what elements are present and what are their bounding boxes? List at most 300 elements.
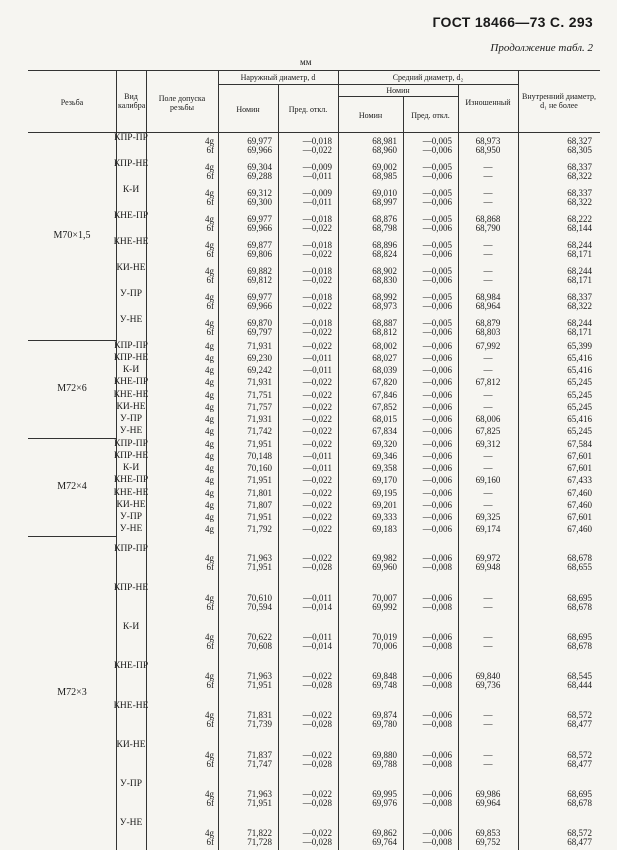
pitch-deviation-cell: —0,006: [422, 327, 452, 337]
tolerance-cell: 6f: [206, 275, 214, 285]
gauge-type-cell: У-НЕ: [119, 524, 143, 535]
outer-nominal-cell: 69,304: [247, 162, 272, 172]
inner-diameter-cell: 68,572: [567, 710, 592, 721]
tolerance-cell: 4g: [205, 631, 214, 642]
pitch-nominal-cell: 69,862: [372, 828, 397, 838]
outer-deviation-cell: —0,022: [302, 512, 332, 523]
pitch-deviation-cell: —0,006: [422, 512, 452, 523]
pitch-deviation-cell: —0,006: [422, 592, 452, 603]
pitch-nominal-cell: 67,852: [372, 401, 397, 412]
tolerance-cell: 4g: [205, 401, 214, 412]
outer-deviation-cell: —0,009: [302, 162, 332, 172]
pitch-deviation-cell: —0,006: [422, 171, 452, 181]
outer-nominal-cell: 71,951: [247, 562, 272, 573]
thread-label: М72×6: [57, 383, 87, 394]
outer-deviation-cell: —0,011: [303, 631, 332, 642]
tolerance-cell: 4g: [205, 414, 214, 425]
pitch-nominal-cell: 68,992: [372, 292, 397, 302]
outer-deviation-cell: —0,022: [302, 340, 332, 351]
tolerance-cell: 4g: [205, 512, 214, 523]
header-subrule: [218, 84, 518, 85]
inner-diameter-cell: 68,655: [567, 562, 592, 573]
pitch-nominal-cell: 68,973: [372, 301, 397, 311]
tolerance-cell: 6f: [206, 601, 214, 612]
outer-nominal-cell: 71,931: [247, 340, 272, 351]
outer-nominal-cell: 69,806: [247, 249, 272, 259]
outer-deviation-cell: —0,022: [302, 749, 332, 760]
pitch-deviation-cell: —0,006: [422, 828, 452, 838]
thread-group-rule: [28, 438, 116, 439]
inner-diameter-cell: 68,477: [567, 758, 592, 769]
worn-cell: —: [483, 240, 493, 250]
worn-cell: 68,006: [475, 414, 501, 425]
header-thread: Резьба: [60, 98, 84, 107]
inner-diameter-cell: 68,327: [567, 136, 592, 146]
header-pitch-nominal: Номин: [358, 111, 383, 120]
inner-diameter-cell: 68,572: [567, 749, 592, 760]
inner-diameter-cell: 67,601: [567, 463, 592, 474]
gauge-type-cell: У-НЕ: [119, 426, 143, 437]
tolerance-cell: 4g: [205, 365, 214, 376]
outer-nominal-cell: 70,622: [247, 631, 272, 642]
worn-cell: 69,840: [475, 671, 501, 681]
outer-nominal-cell: 69,966: [247, 145, 272, 155]
header-pitch-nominal-group: Номин: [386, 86, 410, 95]
tolerance-cell: 4g: [205, 214, 214, 224]
outer-deviation-cell: —0,022: [302, 377, 332, 388]
outer-deviation-cell: —0,022: [302, 389, 332, 400]
worn-cell: —: [483, 450, 493, 461]
worn-cell: —: [483, 401, 493, 412]
pitch-deviation-cell: —0,006: [422, 788, 452, 799]
inner-diameter-cell: 67,460: [567, 524, 592, 535]
inner-diameter-cell: 68,171: [567, 327, 592, 337]
thread-group-rule: [28, 340, 116, 341]
inner-diameter-cell: 68,695: [567, 788, 592, 799]
pitch-nominal-cell: 69,748: [372, 680, 397, 690]
pitch-nominal-cell: 69,880: [372, 749, 397, 760]
pitch-nominal-cell: 68,896: [372, 240, 397, 250]
pitch-deviation-cell: —0,006: [422, 475, 452, 486]
pitch-deviation-cell: —0,005: [422, 214, 452, 224]
pitch-deviation-cell: —0,006: [422, 414, 452, 425]
outer-nominal-cell: 70,610: [247, 592, 272, 603]
gauge-type-cell: КНЕ-ПР: [113, 475, 149, 486]
inner-diameter-cell: 65,416: [567, 414, 592, 425]
outer-deviation-cell: —0,014: [302, 640, 332, 651]
gauge-type-cell: КПР-НЕ: [113, 159, 149, 169]
gauge-type-cell: КПР-НЕ: [113, 352, 149, 363]
outer-nominal-cell: 71,807: [247, 499, 272, 510]
outer-nominal-cell: 71,951: [247, 438, 272, 449]
worn-cell: 69,853: [475, 828, 501, 838]
inner-diameter-cell: 68,144: [567, 223, 592, 233]
outer-nominal-cell: 71,728: [247, 837, 272, 847]
pitch-deviation-cell: —0,006: [422, 249, 452, 259]
worn-cell: —: [483, 389, 493, 400]
gauge-type-cell: КПР-ПР: [114, 340, 148, 351]
worn-cell: 69,948: [475, 562, 501, 573]
tolerance-cell: 6f: [206, 327, 214, 337]
inner-diameter-cell: 68,222: [567, 214, 592, 224]
tolerance-cell: 4g: [205, 788, 214, 799]
outer-deviation-cell: —0,028: [302, 562, 332, 573]
col-rule: [338, 70, 339, 850]
pitch-deviation-cell: —0,006: [422, 710, 452, 721]
table-top-rule: [28, 70, 600, 71]
pitch-nominal-cell: 68,887: [372, 318, 397, 328]
pitch-deviation-cell: —0,006: [422, 426, 452, 437]
outer-nominal-cell: 69,300: [247, 197, 272, 207]
pitch-deviation-cell: —0,005: [422, 266, 452, 276]
pitch-nominal-cell: 68,027: [372, 352, 397, 363]
gauge-type-cell: У-ПР: [119, 779, 143, 790]
tolerance-cell: 4g: [205, 426, 214, 437]
gauge-type-cell: У-НЕ: [119, 818, 143, 829]
inner-diameter-cell: 65,416: [567, 352, 592, 363]
pitch-nominal-cell: 70,007: [372, 592, 397, 603]
outer-nominal-cell: 70,608: [247, 640, 272, 651]
worn-cell: 69,174: [475, 524, 501, 535]
header-outer-diameter: Наружный диаметр, d: [240, 73, 316, 82]
tolerance-cell: 4g: [205, 524, 214, 535]
outer-nominal-cell: 71,951: [247, 475, 272, 486]
tolerance-cell: 4g: [205, 389, 214, 400]
tolerance-cell: 4g: [205, 352, 214, 363]
gauge-type-cell: К-И: [122, 622, 140, 633]
worn-cell: 68,790: [475, 223, 501, 233]
tolerance-cell: 4g: [205, 188, 214, 198]
worn-cell: —: [483, 266, 493, 276]
header-outer-deviation: Пред. откл.: [288, 105, 328, 114]
outer-deviation-cell: —0,022: [302, 327, 332, 337]
outer-deviation-cell: —0,014: [302, 601, 332, 612]
outer-deviation-cell: —0,011: [303, 171, 332, 181]
pitch-nominal-cell: 68,830: [372, 275, 397, 285]
outer-deviation-cell: —0,011: [303, 352, 332, 363]
outer-nominal-cell: 71,963: [247, 788, 272, 799]
inner-diameter-cell: 67,460: [567, 499, 592, 510]
pitch-deviation-cell: —0,005: [422, 188, 452, 198]
outer-deviation-cell: —0,018: [302, 214, 332, 224]
gauge-type-cell: У-ПР: [119, 512, 143, 523]
pitch-deviation-cell: —0,006: [422, 197, 452, 207]
inner-diameter-cell: 68,337: [567, 188, 592, 198]
worn-cell: —: [483, 640, 493, 651]
inner-diameter-cell: 68,678: [567, 640, 592, 651]
worn-cell: 69,736: [475, 680, 501, 690]
pitch-deviation-cell: —0,008: [422, 837, 452, 847]
pitch-nominal-cell: 70,019: [372, 631, 397, 642]
outer-deviation-cell: —0,022: [302, 401, 332, 412]
worn-cell: —: [483, 162, 493, 172]
pitch-deviation-cell: —0,006: [422, 223, 452, 233]
gauge-type-cell: У-ПР: [119, 289, 143, 299]
pitch-nominal-cell: 69,976: [372, 797, 397, 808]
outer-nominal-cell: 71,757: [247, 401, 272, 412]
pitch-deviation-cell: —0,005: [422, 136, 452, 146]
outer-nominal-cell: 70,148: [247, 450, 272, 461]
worn-cell: —: [483, 171, 493, 181]
worn-cell: 67,992: [475, 340, 501, 351]
outer-nominal-cell: 69,966: [247, 301, 272, 311]
header-worn: Изношенный: [465, 98, 511, 107]
tolerance-cell: 6f: [206, 301, 214, 311]
tolerance-cell: 4g: [205, 266, 214, 276]
worn-cell: 68,984: [475, 292, 501, 302]
pitch-deviation-cell: —0,006: [422, 553, 452, 564]
outer-deviation-cell: —0,022: [302, 301, 332, 311]
pitch-nominal-cell: 70,006: [372, 640, 397, 651]
inner-diameter-cell: 68,322: [567, 301, 592, 311]
col-rule: [278, 84, 279, 850]
worn-cell: —: [483, 275, 493, 285]
gauge-type-cell: КНЕ-НЕ: [113, 487, 149, 498]
thread-group-rule: [28, 536, 116, 537]
outer-nominal-cell: 69,797: [247, 327, 272, 337]
outer-nominal-cell: 69,870: [247, 318, 272, 328]
outer-nominal-cell: 70,160: [247, 463, 272, 474]
col-rule: [458, 84, 459, 850]
gauge-type-cell: КНЕ-ПР: [113, 211, 149, 221]
pitch-deviation-cell: —0,008: [422, 640, 452, 651]
pitch-deviation-cell: —0,005: [422, 240, 452, 250]
pitch-deviation-cell: —0,006: [422, 524, 452, 535]
inner-diameter-cell: 67,460: [567, 487, 592, 498]
pitch-deviation-cell: —0,005: [422, 292, 452, 302]
worn-cell: —: [483, 197, 493, 207]
pitch-deviation-cell: —0,006: [422, 389, 452, 400]
gauge-type-cell: КНЕ-ПР: [113, 377, 149, 388]
pitch-nominal-cell: 68,876: [372, 214, 397, 224]
worn-cell: 69,160: [475, 475, 501, 486]
worn-cell: —: [483, 719, 493, 730]
tolerance-cell: 4g: [205, 475, 214, 486]
inner-diameter-cell: 68,695: [567, 592, 592, 603]
inner-diameter-cell: 68,244: [567, 240, 592, 250]
gauge-type-cell: К-И: [122, 185, 140, 195]
gauge-type-cell: КНЕ-НЕ: [113, 700, 149, 711]
worn-cell: 68,973: [475, 136, 501, 146]
outer-nominal-cell: 71,747: [247, 758, 272, 769]
outer-deviation-cell: —0,028: [302, 758, 332, 769]
pitch-deviation-cell: —0,006: [422, 487, 452, 498]
tolerance-cell: 4g: [205, 377, 214, 388]
tolerance-cell: 4g: [205, 499, 214, 510]
worn-cell: —: [483, 463, 493, 474]
pitch-nominal-cell: 68,960: [372, 145, 397, 155]
gauge-type-cell: КИ-НЕ: [116, 263, 146, 273]
pitch-nominal-cell: 69,764: [372, 837, 397, 847]
inner-diameter-cell: 65,245: [567, 426, 592, 437]
continuation-note: Продолжение табл. 2: [490, 42, 593, 54]
outer-nominal-cell: 71,742: [247, 426, 272, 437]
outer-deviation-cell: —0,018: [302, 292, 332, 302]
inner-diameter-cell: 68,477: [567, 837, 592, 847]
inner-diameter-cell: 68,322: [567, 197, 592, 207]
outer-nominal-cell: 69,966: [247, 223, 272, 233]
tolerance-cell: 4g: [205, 592, 214, 603]
outer-nominal-cell: 69,242: [247, 365, 272, 376]
thread-label: М70×1,5: [53, 230, 91, 241]
outer-deviation-cell: —0,028: [302, 797, 332, 808]
outer-nominal-cell: 69,977: [247, 136, 272, 146]
tolerance-cell: 4g: [205, 828, 214, 838]
gauge-type-cell: КНЕ-НЕ: [113, 389, 149, 400]
outer-deviation-cell: —0,018: [302, 136, 332, 146]
outer-nominal-cell: 71,951: [247, 512, 272, 523]
gauge-type-cell: К-И: [122, 463, 140, 474]
outer-deviation-cell: —0,011: [303, 365, 332, 376]
pitch-nominal-cell: 69,320: [372, 438, 397, 449]
outer-nominal-cell: 71,822: [247, 828, 272, 838]
outer-deviation-cell: —0,022: [302, 671, 332, 681]
tolerance-cell: 6f: [206, 719, 214, 730]
worn-cell: 67,812: [475, 377, 501, 388]
pitch-deviation-cell: —0,006: [422, 499, 452, 510]
worn-cell: 67,825: [475, 426, 501, 437]
tolerance-cell: 6f: [206, 758, 214, 769]
inner-diameter-cell: 67,601: [567, 512, 592, 523]
outer-deviation-cell: —0,022: [302, 475, 332, 486]
inner-diameter-cell: 68,244: [567, 266, 592, 276]
worn-cell: —: [483, 601, 493, 612]
pitch-deviation-cell: —0,006: [422, 671, 452, 681]
pitch-deviation-cell: —0,005: [422, 162, 452, 172]
pitch-nominal-cell: 69,195: [372, 487, 397, 498]
inner-diameter-cell: 68,695: [567, 631, 592, 642]
pitch-nominal-cell: 69,874: [372, 710, 397, 721]
outer-deviation-cell: —0,009: [302, 188, 332, 198]
gauge-type-cell: КПР-ПР: [114, 543, 148, 554]
pitch-deviation-cell: —0,006: [422, 450, 452, 461]
outer-nominal-cell: 69,288: [247, 171, 272, 181]
pitch-deviation-cell: —0,006: [422, 275, 452, 285]
inner-diameter-cell: 67,433: [567, 475, 592, 486]
outer-nominal-cell: 69,230: [247, 352, 272, 363]
outer-deviation-cell: —0,022: [302, 426, 332, 437]
header-pitch-diameter: Средний диаметр, d₂: [392, 73, 464, 82]
tolerance-cell: 6f: [206, 145, 214, 155]
worn-cell: —: [483, 592, 493, 603]
pitch-nominal-cell: 69,995: [372, 788, 397, 799]
outer-deviation-cell: —0,022: [302, 710, 332, 721]
outer-deviation-cell: —0,028: [302, 680, 332, 690]
pitch-nominal-cell: 69,333: [372, 512, 397, 523]
pitch-nominal-cell: 68,002: [372, 340, 397, 351]
standard-header: ГОСТ 18466—73 С. 293: [432, 14, 593, 30]
outer-deviation-cell: —0,022: [302, 553, 332, 564]
inner-diameter-cell: 65,399: [567, 340, 592, 351]
inner-diameter-cell: 68,678: [567, 601, 592, 612]
pitch-deviation-cell: —0,006: [422, 352, 452, 363]
header-tolerance-field: Поле допуска резьбы: [158, 94, 206, 112]
pitch-deviation-cell: —0,008: [422, 797, 452, 808]
pitch-nominal-cell: 68,985: [372, 171, 397, 181]
inner-diameter-cell: 67,584: [567, 438, 592, 449]
worn-cell: 68,879: [475, 318, 501, 328]
tolerance-cell: 6f: [206, 171, 214, 181]
inner-diameter-cell: 68,678: [567, 553, 592, 564]
worn-cell: 69,325: [475, 512, 501, 523]
pitch-nominal-cell: 69,346: [372, 450, 397, 461]
tolerance-cell: 4g: [205, 292, 214, 302]
outer-nominal-cell: 69,977: [247, 214, 272, 224]
outer-deviation-cell: —0,028: [302, 719, 332, 730]
outer-deviation-cell: —0,011: [303, 463, 332, 474]
inner-diameter-cell: 68,171: [567, 249, 592, 259]
inner-diameter-cell: 68,545: [567, 671, 592, 681]
tolerance-cell: 4g: [205, 710, 214, 721]
outer-nominal-cell: 69,877: [247, 240, 272, 250]
outer-deviation-cell: —0,018: [302, 266, 332, 276]
gauge-type-cell: КИ-НЕ: [116, 499, 146, 510]
gauge-type-cell: К-И: [122, 365, 140, 376]
tolerance-cell: 4g: [205, 162, 214, 172]
inner-diameter-cell: 68,572: [567, 828, 592, 838]
pitch-deviation-cell: —0,005: [422, 318, 452, 328]
tolerance-cell: 4g: [205, 438, 214, 449]
pitch-nominal-cell: 69,992: [372, 601, 397, 612]
outer-nominal-cell: 71,739: [247, 719, 272, 730]
worn-cell: —: [483, 487, 493, 498]
pitch-nominal-cell: 68,015: [372, 414, 397, 425]
worn-cell: 69,964: [475, 797, 501, 808]
pitch-nominal-cell: 68,981: [372, 136, 397, 146]
outer-nominal-cell: 71,951: [247, 680, 272, 690]
header-inner-diameter: Внутренний диаметр, d₁ не более: [522, 92, 596, 110]
inner-diameter-cell: 68,678: [567, 797, 592, 808]
outer-nominal-cell: 69,812: [247, 275, 272, 285]
pitch-nominal-cell: 68,798: [372, 223, 397, 233]
tolerance-cell: 4g: [205, 240, 214, 250]
inner-diameter-cell: 65,245: [567, 377, 592, 388]
gauge-type-cell: У-НЕ: [119, 315, 143, 325]
tolerance-cell: 4g: [205, 671, 214, 681]
pitch-deviation-cell: —0,006: [422, 145, 452, 155]
pitch-nominal-cell: 67,846: [372, 389, 397, 400]
pitch-deviation-cell: —0,006: [422, 631, 452, 642]
outer-nominal-cell: 71,751: [247, 389, 272, 400]
pitch-deviation-cell: —0,006: [422, 438, 452, 449]
outer-nominal-cell: 71,963: [247, 671, 272, 681]
tolerance-cell: 6f: [206, 249, 214, 259]
outer-deviation-cell: —0,011: [303, 592, 332, 603]
tolerance-cell: 4g: [205, 463, 214, 474]
tolerance-cell: 6f: [206, 640, 214, 651]
pitch-deviation-cell: —0,006: [422, 749, 452, 760]
outer-nominal-cell: 70,594: [247, 601, 272, 612]
worn-cell: 69,752: [475, 837, 501, 847]
pitch-deviation-cell: —0,008: [422, 680, 452, 690]
pitch-nominal-cell: 69,848: [372, 671, 397, 681]
col-rule: [518, 70, 519, 850]
outer-nominal-cell: 69,882: [247, 266, 272, 276]
pitch-nominal-cell: 69,358: [372, 463, 397, 474]
worn-cell: 69,972: [475, 553, 501, 564]
tolerance-cell: 6f: [206, 197, 214, 207]
outer-nominal-cell: 71,837: [247, 749, 272, 760]
gauge-type-cell: КПР-ПР: [114, 133, 148, 143]
worn-cell: 68,803: [475, 327, 501, 337]
tolerance-cell: 4g: [205, 749, 214, 760]
outer-nominal-cell: 69,312: [247, 188, 272, 198]
worn-cell: —: [483, 710, 493, 721]
tolerance-cell: 6f: [206, 680, 214, 690]
pitch-nominal-cell: 69,002: [372, 162, 397, 172]
worn-cell: 69,986: [475, 788, 501, 799]
thread-label: М72×3: [57, 687, 87, 698]
